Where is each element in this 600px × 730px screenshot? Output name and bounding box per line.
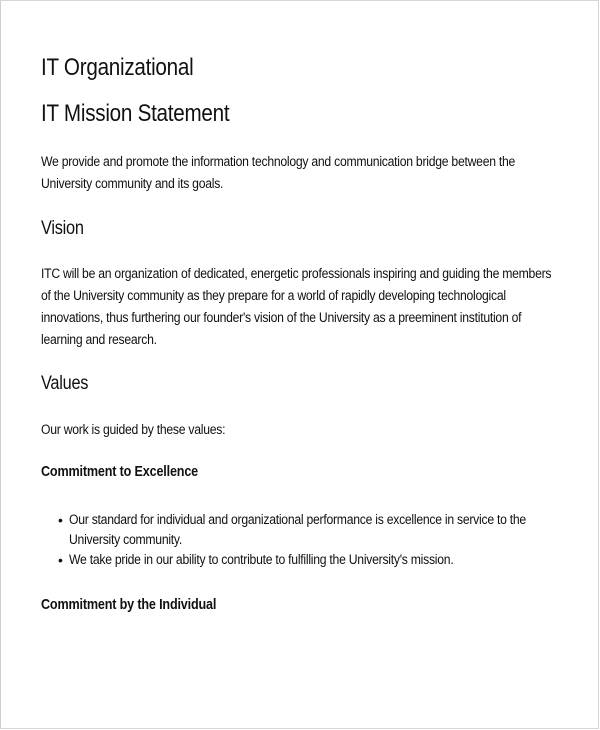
vision-line-1: ITC will be an organization of dedicated, energetic professionals inspiring and guiding the members — [41, 266, 552, 282]
values-intro: Our work is guided by these values: — [41, 422, 226, 438]
vision-line-4: learning and research. — [41, 332, 157, 348]
bullet-1-line-2: University community. — [69, 532, 183, 548]
bullet-2-line-1: We take pride in our ability to contribute to fulfilling the University's mission. — [69, 552, 454, 568]
excellence-bullet-list — [41, 510, 600, 570]
mission-line-2: University community and its goals. — [41, 176, 224, 192]
bullet-icon: • — [58, 552, 63, 568]
bullet-1-line-1: Our standard for individual and organizational performance is excellence in service to the — [69, 512, 526, 528]
vision-heading: Vision — [41, 218, 84, 239]
list-item — [41, 510, 600, 550]
list-item — [41, 550, 600, 570]
commitment-individual-heading: Commitment by the Individual — [41, 596, 217, 613]
bullet-icon: • — [58, 512, 63, 528]
document-title: IT Organizational — [41, 54, 194, 81]
mission-line-1: We provide and promote the information technology and communication bridge between the — [41, 154, 516, 170]
commitment-excellence-heading: Commitment to Excellence — [41, 463, 199, 480]
values-heading: Values — [41, 373, 89, 394]
vision-line-3: innovations, thus furthering our founder's vision of the University as a preeminent institution of — [41, 310, 522, 326]
mission-heading: IT Mission Statement — [41, 100, 230, 127]
vision-line-2: of the University community as they prepare for a world of rapidly developing technological — [41, 288, 506, 304]
